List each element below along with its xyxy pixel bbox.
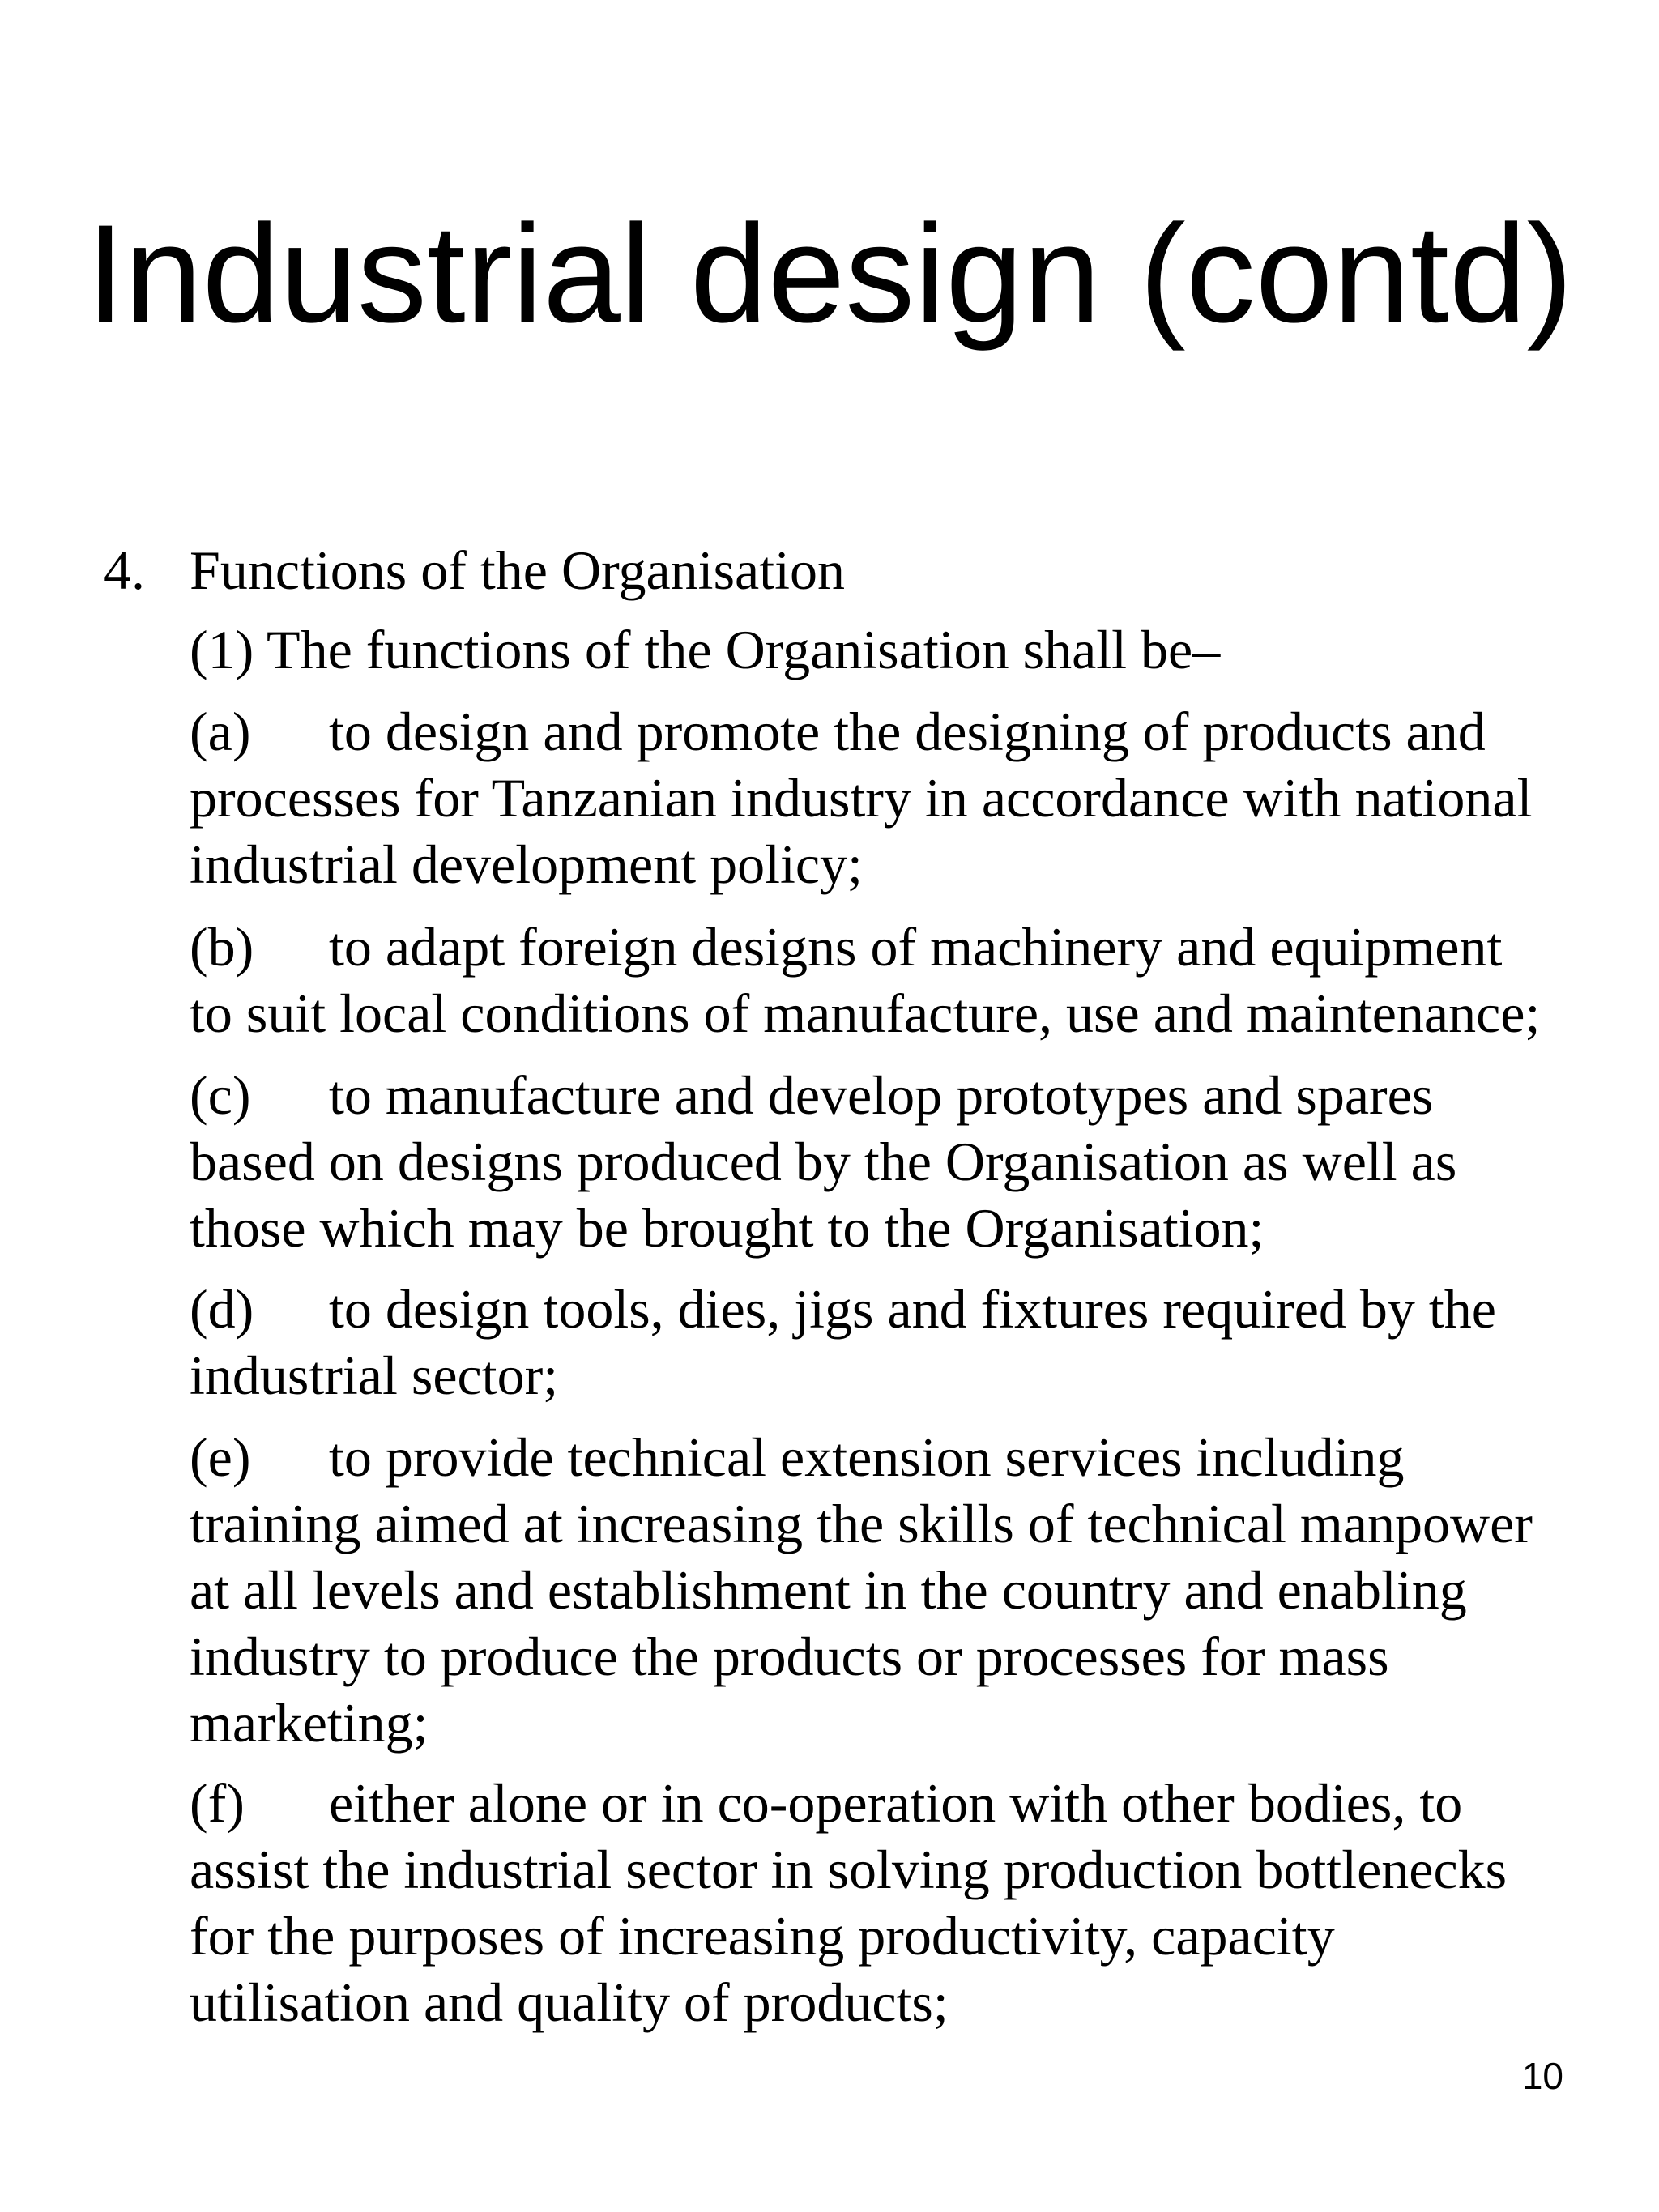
item-line: marketing;	[190, 1692, 429, 1754]
item-line	[190, 698, 1559, 765]
item-line: based on designs produced by the Organisation as well as	[190, 1131, 1457, 1192]
item-line: those which may be brought to the Organisation;	[190, 1197, 1265, 1259]
function-item-d	[190, 1276, 1559, 1409]
function-item-c	[190, 1062, 1559, 1261]
item-label: (d)	[190, 1278, 254, 1340]
item-line: industrial sector;	[190, 1345, 559, 1406]
item-text: to design tools, dies, jigs and fixtures required by the	[329, 1278, 1496, 1340]
item-line	[190, 1062, 1559, 1128]
item-line: assist the industrial sector in solving production bottlenecks	[190, 1839, 1508, 1900]
item-label: (c)	[190, 1064, 251, 1126]
function-item-e	[190, 1424, 1559, 1756]
item-line: at all levels and establishment in the country and enabling	[190, 1559, 1467, 1621]
item-line	[190, 914, 1559, 980]
section-number: 4.	[104, 539, 145, 601]
item-line: industry to produce the products or processes for mass	[190, 1626, 1389, 1687]
item-line	[190, 1770, 1559, 1836]
item-text: to manufacture and develop prototypes and spares	[329, 1064, 1434, 1126]
item-line: to suit local conditions of manufacture, use and maintenance;	[190, 982, 1541, 1044]
item-label: (f)	[190, 1772, 245, 1834]
item-line: utilisation and quality of products;	[190, 1971, 949, 2033]
slide-title: Industrial design (contd)	[86, 196, 1573, 352]
item-label: (a)	[190, 701, 251, 762]
item-label: (e)	[190, 1426, 251, 1488]
item-label: (b)	[190, 916, 254, 978]
item-text: to adapt foreign designs of machinery and equipment	[329, 916, 1503, 978]
function-item-f	[190, 1770, 1559, 2035]
item-line: industrial development policy;	[190, 833, 863, 895]
function-item-a	[190, 698, 1559, 897]
item-line: for the purposes of increasing productivity, capacity	[190, 1905, 1335, 1967]
item-text: either alone or in co-operation with other bodies, to	[329, 1772, 1463, 1834]
section-intro: (1) The functions of the Organisation shall be–	[190, 619, 1221, 680]
function-item-b	[190, 914, 1559, 1046]
item-text: to design and promote the designing of products and	[329, 701, 1486, 762]
item-text: to provide technical extension services including	[329, 1426, 1405, 1488]
item-line: training aimed at increasing the skills of technical manpower	[190, 1493, 1533, 1554]
page-number: 10	[1521, 2055, 1563, 2097]
item-line	[190, 1276, 1559, 1342]
item-line: processes for Tanzanian industry in accordance with national	[190, 767, 1533, 829]
section-title: Functions of the Organisation	[190, 539, 845, 601]
item-line	[190, 1424, 1559, 1490]
